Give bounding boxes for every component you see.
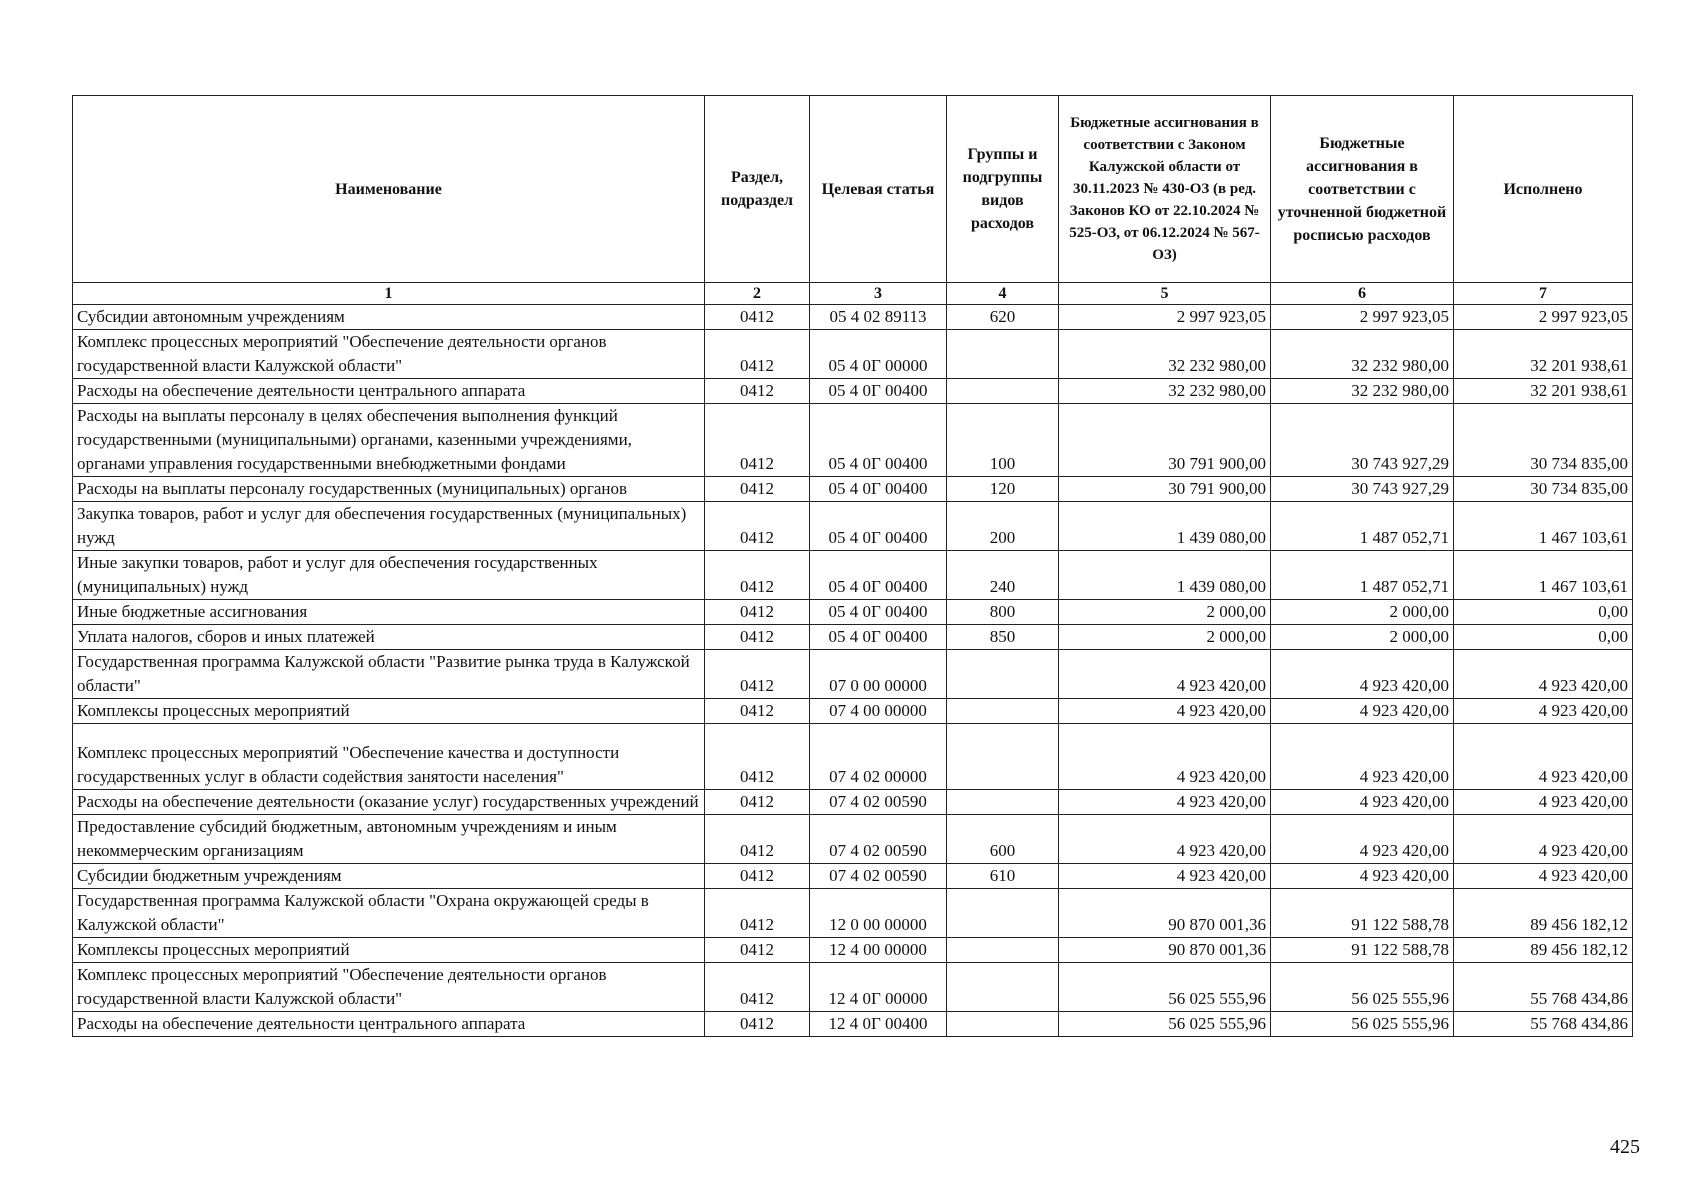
row-law-allocation: 2 000,00: [1059, 625, 1271, 650]
row-law-allocation: 56 025 555,96: [1059, 1012, 1271, 1037]
row-section: 0412: [705, 699, 810, 724]
column-number: 6: [1271, 283, 1454, 305]
row-refined-allocation: 4 923 420,00: [1271, 815, 1454, 864]
row-refined-allocation: 4 923 420,00: [1271, 724, 1454, 790]
row-expense-group: 600: [947, 815, 1059, 864]
row-section: 0412: [705, 330, 810, 379]
row-law-allocation: 2 997 923,05: [1059, 305, 1271, 330]
row-refined-allocation: 56 025 555,96: [1271, 963, 1454, 1012]
row-law-allocation: 30 791 900,00: [1059, 404, 1271, 477]
table-row: [73, 864, 1633, 889]
row-refined-allocation: 1 487 052,71: [1271, 551, 1454, 600]
row-executed: 55 768 434,86: [1454, 1012, 1633, 1037]
row-expense-group: 120: [947, 477, 1059, 502]
row-expense-group: 850: [947, 625, 1059, 650]
row-executed: 1 467 103,61: [1454, 551, 1633, 600]
row-refined-allocation: 56 025 555,96: [1271, 1012, 1454, 1037]
column-number: 4: [947, 283, 1059, 305]
row-executed: 89 456 182,12: [1454, 889, 1633, 938]
row-section: 0412: [705, 305, 810, 330]
column-number: 5: [1059, 283, 1271, 305]
row-name: Иные закупки товаров, работ и услуг для обеспечения государственных (муниципальных) нужд: [73, 551, 705, 600]
row-refined-allocation: 4 923 420,00: [1271, 650, 1454, 699]
budget-execution-table: [72, 95, 1633, 1037]
row-expense-group: 620: [947, 305, 1059, 330]
row-name: Субсидии бюджетным учреждениям: [73, 864, 705, 889]
row-name: Предоставление субсидий бюджетным, автономным учреждениям и иным некоммерческим организациям: [73, 815, 705, 864]
column-number: 7: [1454, 283, 1633, 305]
column-number: 1: [73, 283, 705, 305]
row-target-article: 05 4 0Г 00400: [810, 625, 947, 650]
row-executed: 0,00: [1454, 625, 1633, 650]
table-row: [73, 650, 1633, 699]
row-law-allocation: 4 923 420,00: [1059, 864, 1271, 889]
table-row: [73, 699, 1633, 724]
row-name: Государственная программа Калужской области "Развитие рынка труда в Калужской области": [73, 650, 705, 699]
row-target-article: 07 4 00 00000: [810, 699, 947, 724]
row-expense-group: 240: [947, 551, 1059, 600]
row-executed: 55 768 434,86: [1454, 963, 1633, 1012]
table-row: [73, 502, 1633, 551]
row-name: Комплекс процессных мероприятий "Обеспечение деятельности органов государственной власти Калужской области": [73, 963, 705, 1012]
row-target-article: 07 4 02 00590: [810, 864, 947, 889]
row-expense-group: [947, 724, 1059, 790]
row-name: Государственная программа Калужской области "Охрана окружающей среды в Калужской области": [73, 889, 705, 938]
row-target-article: 07 4 02 00000: [810, 724, 947, 790]
row-name: Уплата налогов, сборов и иных платежей: [73, 625, 705, 650]
row-law-allocation: 2 000,00: [1059, 600, 1271, 625]
row-law-allocation: 32 232 980,00: [1059, 379, 1271, 404]
row-law-allocation: 4 923 420,00: [1059, 790, 1271, 815]
row-section: 0412: [705, 404, 810, 477]
header-section: Раздел, подраздел: [705, 96, 810, 283]
column-number-row: [73, 283, 1633, 305]
row-name: Расходы на обеспечение деятельности центрального аппарата: [73, 1012, 705, 1037]
row-expense-group: [947, 379, 1059, 404]
row-section: 0412: [705, 815, 810, 864]
table-row: [73, 889, 1633, 938]
row-expense-group: [947, 699, 1059, 724]
header-law-allocations: Бюджетные ассигнования в соответствии с Законом Калужской области от 30.11.2023 № 430-ОЗ (в ред. Законов КО от 22.10.2024 № 525-ОЗ, от 06.12.2024 № 567-ОЗ): [1059, 96, 1271, 283]
row-law-allocation: 1 439 080,00: [1059, 502, 1271, 551]
row-target-article: 05 4 0Г 00400: [810, 551, 947, 600]
row-refined-allocation: 2 000,00: [1271, 600, 1454, 625]
row-name: Комплексы процессных мероприятий: [73, 938, 705, 963]
table-row: [73, 790, 1633, 815]
column-number: 2: [705, 283, 810, 305]
header-executed: Исполнено: [1454, 96, 1633, 283]
row-target-article: 05 4 02 89113: [810, 305, 947, 330]
table-row: [73, 1012, 1633, 1037]
budget-table-container: [72, 95, 1632, 1037]
row-name: Иные бюджетные ассигнования: [73, 600, 705, 625]
row-executed: 4 923 420,00: [1454, 724, 1633, 790]
header-target-article: Целевая статья: [810, 96, 947, 283]
row-expense-group: [947, 963, 1059, 1012]
table-row: [73, 938, 1633, 963]
page-number: 425: [1610, 1136, 1640, 1158]
row-section: 0412: [705, 889, 810, 938]
row-section: 0412: [705, 1012, 810, 1037]
row-target-article: 12 4 0Г 00000: [810, 963, 947, 1012]
header-refined-allocations: Бюджетные ассигнования в соответствии с уточненной бюджетной росписью расходов: [1271, 96, 1454, 283]
row-refined-allocation: 91 122 588,78: [1271, 889, 1454, 938]
row-name: Расходы на обеспечение деятельности (оказание услуг) государственных учреждений: [73, 790, 705, 815]
row-law-allocation: 4 923 420,00: [1059, 699, 1271, 724]
row-expense-group: 610: [947, 864, 1059, 889]
table-row: [73, 551, 1633, 600]
row-expense-group: [947, 1012, 1059, 1037]
row-executed: 30 734 835,00: [1454, 477, 1633, 502]
row-law-allocation: 30 791 900,00: [1059, 477, 1271, 502]
row-section: 0412: [705, 551, 810, 600]
row-executed: 30 734 835,00: [1454, 404, 1633, 477]
row-target-article: 07 4 02 00590: [810, 815, 947, 864]
row-expense-group: [947, 790, 1059, 815]
row-law-allocation: 56 025 555,96: [1059, 963, 1271, 1012]
row-name: Комплекс процессных мероприятий "Обеспечение деятельности органов государственной власти Калужской области": [73, 330, 705, 379]
row-refined-allocation: 4 923 420,00: [1271, 699, 1454, 724]
row-law-allocation: 4 923 420,00: [1059, 815, 1271, 864]
row-executed: 2 997 923,05: [1454, 305, 1633, 330]
row-executed: 89 456 182,12: [1454, 938, 1633, 963]
row-executed: 1 467 103,61: [1454, 502, 1633, 551]
table-row: [73, 404, 1633, 477]
row-refined-allocation: 91 122 588,78: [1271, 938, 1454, 963]
row-name: Расходы на обеспечение деятельности центрального аппарата: [73, 379, 705, 404]
row-target-article: 12 4 0Г 00400: [810, 1012, 947, 1037]
row-section: 0412: [705, 625, 810, 650]
header-row: [73, 96, 1633, 283]
row-executed: 4 923 420,00: [1454, 790, 1633, 815]
table-row: [73, 963, 1633, 1012]
row-target-article: 05 4 0Г 00400: [810, 404, 947, 477]
row-law-allocation: 4 923 420,00: [1059, 724, 1271, 790]
row-target-article: 05 4 0Г 00400: [810, 477, 947, 502]
row-expense-group: 800: [947, 600, 1059, 625]
column-number: 3: [810, 283, 947, 305]
table-row: [73, 724, 1633, 790]
row-refined-allocation: 32 232 980,00: [1271, 330, 1454, 379]
row-expense-group: [947, 889, 1059, 938]
table-row: [73, 379, 1633, 404]
table-row: [73, 815, 1633, 864]
row-refined-allocation: 30 743 927,29: [1271, 477, 1454, 502]
table-body: [73, 305, 1633, 1037]
row-executed: 32 201 938,61: [1454, 330, 1633, 379]
row-section: 0412: [705, 790, 810, 815]
row-law-allocation: 1 439 080,00: [1059, 551, 1271, 600]
row-refined-allocation: 2 000,00: [1271, 625, 1454, 650]
row-section: 0412: [705, 600, 810, 625]
row-target-article: 07 0 00 00000: [810, 650, 947, 699]
row-expense-group: 100: [947, 404, 1059, 477]
row-refined-allocation: 30 743 927,29: [1271, 404, 1454, 477]
row-refined-allocation: 2 997 923,05: [1271, 305, 1454, 330]
header-name: Наименование: [73, 96, 705, 283]
row-section: 0412: [705, 963, 810, 1012]
row-executed: 32 201 938,61: [1454, 379, 1633, 404]
row-refined-allocation: 4 923 420,00: [1271, 864, 1454, 889]
row-refined-allocation: 4 923 420,00: [1271, 790, 1454, 815]
row-target-article: 12 4 00 00000: [810, 938, 947, 963]
row-section: 0412: [705, 650, 810, 699]
row-target-article: 05 4 0Г 00400: [810, 600, 947, 625]
row-expense-group: [947, 330, 1059, 379]
row-target-article: 05 4 0Г 00400: [810, 502, 947, 551]
row-law-allocation: 90 870 001,36: [1059, 889, 1271, 938]
row-expense-group: [947, 938, 1059, 963]
row-executed: 4 923 420,00: [1454, 650, 1633, 699]
header-expense-groups: Группы и подгруппы видов расходов: [947, 96, 1059, 283]
row-target-article: 05 4 0Г 00400: [810, 379, 947, 404]
row-name: Расходы на выплаты персоналу государственных (муниципальных) органов: [73, 477, 705, 502]
row-executed: 4 923 420,00: [1454, 864, 1633, 889]
row-section: 0412: [705, 379, 810, 404]
row-name: Комплексы процессных мероприятий: [73, 699, 705, 724]
row-law-allocation: 90 870 001,36: [1059, 938, 1271, 963]
table-row: [73, 625, 1633, 650]
row-law-allocation: 32 232 980,00: [1059, 330, 1271, 379]
row-expense-group: 200: [947, 502, 1059, 551]
row-target-article: 05 4 0Г 00000: [810, 330, 947, 379]
row-target-article: 07 4 02 00590: [810, 790, 947, 815]
row-refined-allocation: 1 487 052,71: [1271, 502, 1454, 551]
row-executed: 0,00: [1454, 600, 1633, 625]
table-row: [73, 305, 1633, 330]
row-refined-allocation: 32 232 980,00: [1271, 379, 1454, 404]
row-name: Комплекс процессных мероприятий "Обеспечение качества и доступности государственных услуг в области содействия занятости населения": [73, 724, 705, 790]
row-name: Расходы на выплаты персоналу в целях обеспечения выполнения функций государственными (муниципальными) органами, казенными учреждениями, органами управления государственными внебюджетными фондами: [73, 404, 705, 477]
row-name: Закупка товаров, работ и услуг для обеспечения государственных (муниципальных) нужд: [73, 502, 705, 551]
row-section: 0412: [705, 938, 810, 963]
table-row: [73, 600, 1633, 625]
row-expense-group: [947, 650, 1059, 699]
row-section: 0412: [705, 864, 810, 889]
row-section: 0412: [705, 502, 810, 551]
row-executed: 4 923 420,00: [1454, 815, 1633, 864]
table-row: [73, 330, 1633, 379]
row-target-article: 12 0 00 00000: [810, 889, 947, 938]
row-section: 0412: [705, 724, 810, 790]
row-section: 0412: [705, 477, 810, 502]
row-name: Субсидии автономным учреждениям: [73, 305, 705, 330]
table-header: [73, 96, 1633, 305]
row-law-allocation: 4 923 420,00: [1059, 650, 1271, 699]
table-row: [73, 477, 1633, 502]
row-executed: 4 923 420,00: [1454, 699, 1633, 724]
